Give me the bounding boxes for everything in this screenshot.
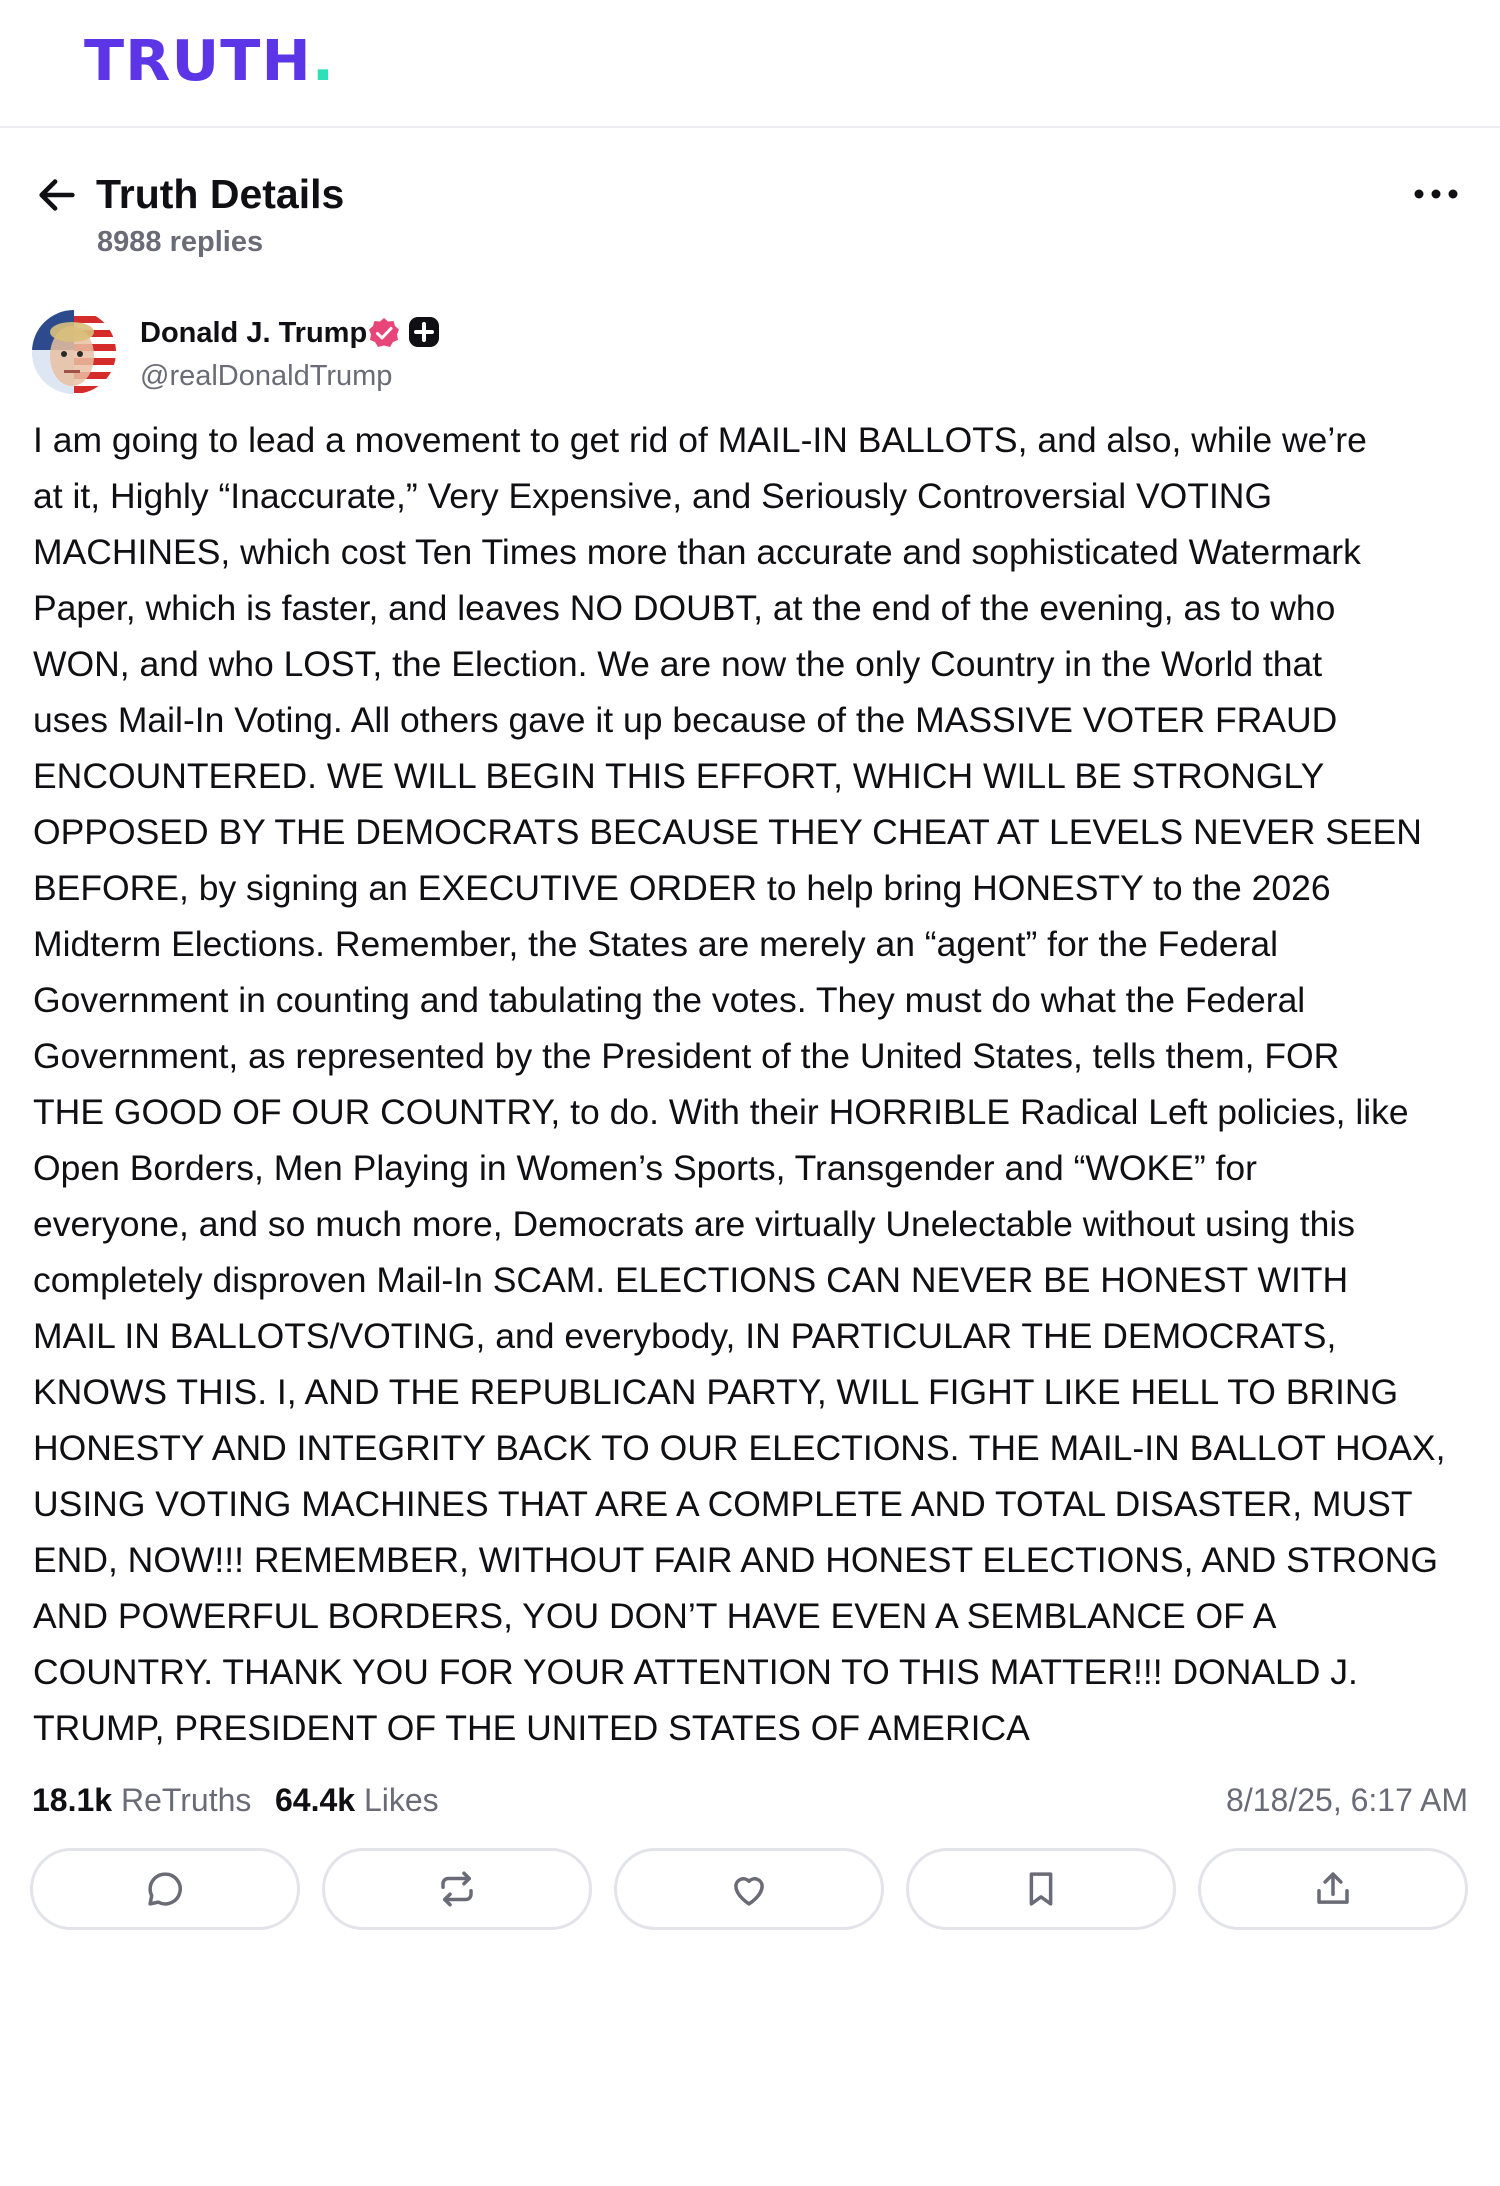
- avatar-image: [32, 310, 116, 394]
- bookmark-icon: [1020, 1868, 1062, 1910]
- more-horizontal-icon[interactable]: [1408, 176, 1464, 212]
- likes-stat[interactable]: [275, 1780, 439, 1820]
- author-handle[interactable]: @realDonaldTrump: [140, 360, 393, 392]
- retruth-button[interactable]: [322, 1848, 592, 1930]
- retruths-count: 18.1k: [32, 1782, 113, 1818]
- truth-logo[interactable]: [84, 30, 335, 94]
- like-button[interactable]: [614, 1848, 884, 1930]
- post-line: uses Mail-In Voting. All others gave it up because of the MASSIVE VOTER FRAUD: [33, 700, 1338, 740]
- replies-count: 8988 replies: [97, 226, 264, 258]
- post-line: completely disproven Mail-In SCAM. ELECTIONS CAN NEVER BE HONEST WITH: [33, 1260, 1349, 1300]
- post-author: [0, 306, 1500, 406]
- likes-count: 64.4k: [275, 1782, 356, 1818]
- author-name[interactable]: Donald J. Trump: [140, 317, 368, 349]
- arrow-left-icon[interactable]: [34, 172, 80, 218]
- post-stats: [0, 1772, 1500, 1828]
- avatar[interactable]: [32, 310, 116, 394]
- page-header: [0, 160, 1500, 270]
- share-icon: [1312, 1868, 1354, 1910]
- reply-icon: [144, 1868, 186, 1910]
- logo-text: TRUTH: [84, 29, 312, 94]
- retruths-stat[interactable]: [32, 1780, 251, 1820]
- bookmark-button[interactable]: [906, 1848, 1176, 1930]
- reply-button[interactable]: [30, 1848, 300, 1930]
- post-line: HONESTY AND INTEGRITY BACK TO OUR ELECTIONS. THE MAIL-IN BALLOT HOAX,: [33, 1428, 1446, 1468]
- post-line: AND POWERFUL BORDERS, YOU DON’T HAVE EVEN A SEMBLANCE OF A: [33, 1596, 1277, 1636]
- share-button[interactable]: [1198, 1848, 1468, 1930]
- post-line: WON, and who LOST, the Election. We are now the only Country in the World that: [33, 644, 1323, 684]
- post-line: THE GOOD OF OUR COUNTRY, to do. With their HORRIBLE Radical Left policies, like: [33, 1092, 1409, 1132]
- post-line: KNOWS THIS. I, AND THE REPUBLICAN PARTY, WILL FIGHT LIKE HELL TO BRING: [33, 1372, 1399, 1412]
- post-line: BEFORE, by signing an EXECUTIVE ORDER to help bring HONESTY to the 2026: [33, 868, 1331, 908]
- plus-badge-icon: [408, 316, 440, 348]
- post-line: USING VOTING MACHINES THAT ARE A COMPLETE AND TOTAL DISASTER, MUST: [33, 1484, 1413, 1524]
- post-line: at it, Highly “Inaccurate,” Very Expensive, and Seriously Controversial VOTING: [33, 476, 1273, 516]
- post-line: Paper, which is faster, and leaves NO DOUBT, at the end of the evening, as to who: [33, 588, 1336, 628]
- post-line: everyone, and so much more, Democrats are virtually Unelectable without using this: [33, 1204, 1356, 1244]
- post-line: COUNTRY. THANK YOU FOR YOUR ATTENTION TO THIS MATTER!!! DONALD J.: [33, 1652, 1358, 1692]
- action-bar: [0, 1848, 1500, 1934]
- verified-badge-icon: [367, 316, 401, 350]
- retruths-label: ReTruths: [120, 1782, 252, 1818]
- post-text: [33, 412, 1473, 1756]
- retruth-icon: [436, 1868, 478, 1910]
- post-line: Open Borders, Men Playing in Women’s Sports, Transgender and “WOKE” for: [33, 1148, 1257, 1188]
- post-line: Government in counting and tabulating the votes. They must do what the Federal: [33, 980, 1306, 1020]
- likes-label: Likes: [363, 1782, 439, 1818]
- post-line: MACHINES, which cost Ten Times more than accurate and sophisticated Watermark: [33, 532, 1361, 572]
- post-line: Government, as represented by the President of the United States, tells them, FOR: [33, 1036, 1340, 1076]
- logo-dot: .: [311, 29, 336, 94]
- post-line: END, NOW!!! REMEMBER, WITHOUT FAIR AND HONEST ELECTIONS, AND STRONG: [33, 1540, 1439, 1580]
- post-line: Midterm Elections. Remember, the States are merely an “agent” for the Federal: [33, 924, 1279, 964]
- post-line: ENCOUNTERED. WE WILL BEGIN THIS EFFORT, WHICH WILL BE STRONGLY: [33, 756, 1325, 796]
- post-line: TRUMP, PRESIDENT OF THE UNITED STATES OF AMERICA: [33, 1708, 1030, 1748]
- post-line: I am going to lead a movement to get rid of MAIL-IN BALLOTS, and also, while we’re: [33, 420, 1367, 460]
- post-timestamp: 8/18/25, 6:17 AM: [1226, 1782, 1468, 1818]
- heart-icon: [728, 1868, 770, 1910]
- top-bar: [0, 0, 1500, 128]
- post-line: OPPOSED BY THE DEMOCRATS BECAUSE THEY CHEAT AT LEVELS NEVER SEEN: [33, 812, 1422, 852]
- post-line: MAIL IN BALLOTS/VOTING, and everybody, IN PARTICULAR THE DEMOCRATS,: [33, 1316, 1337, 1356]
- page-title: Truth Details: [96, 171, 345, 217]
